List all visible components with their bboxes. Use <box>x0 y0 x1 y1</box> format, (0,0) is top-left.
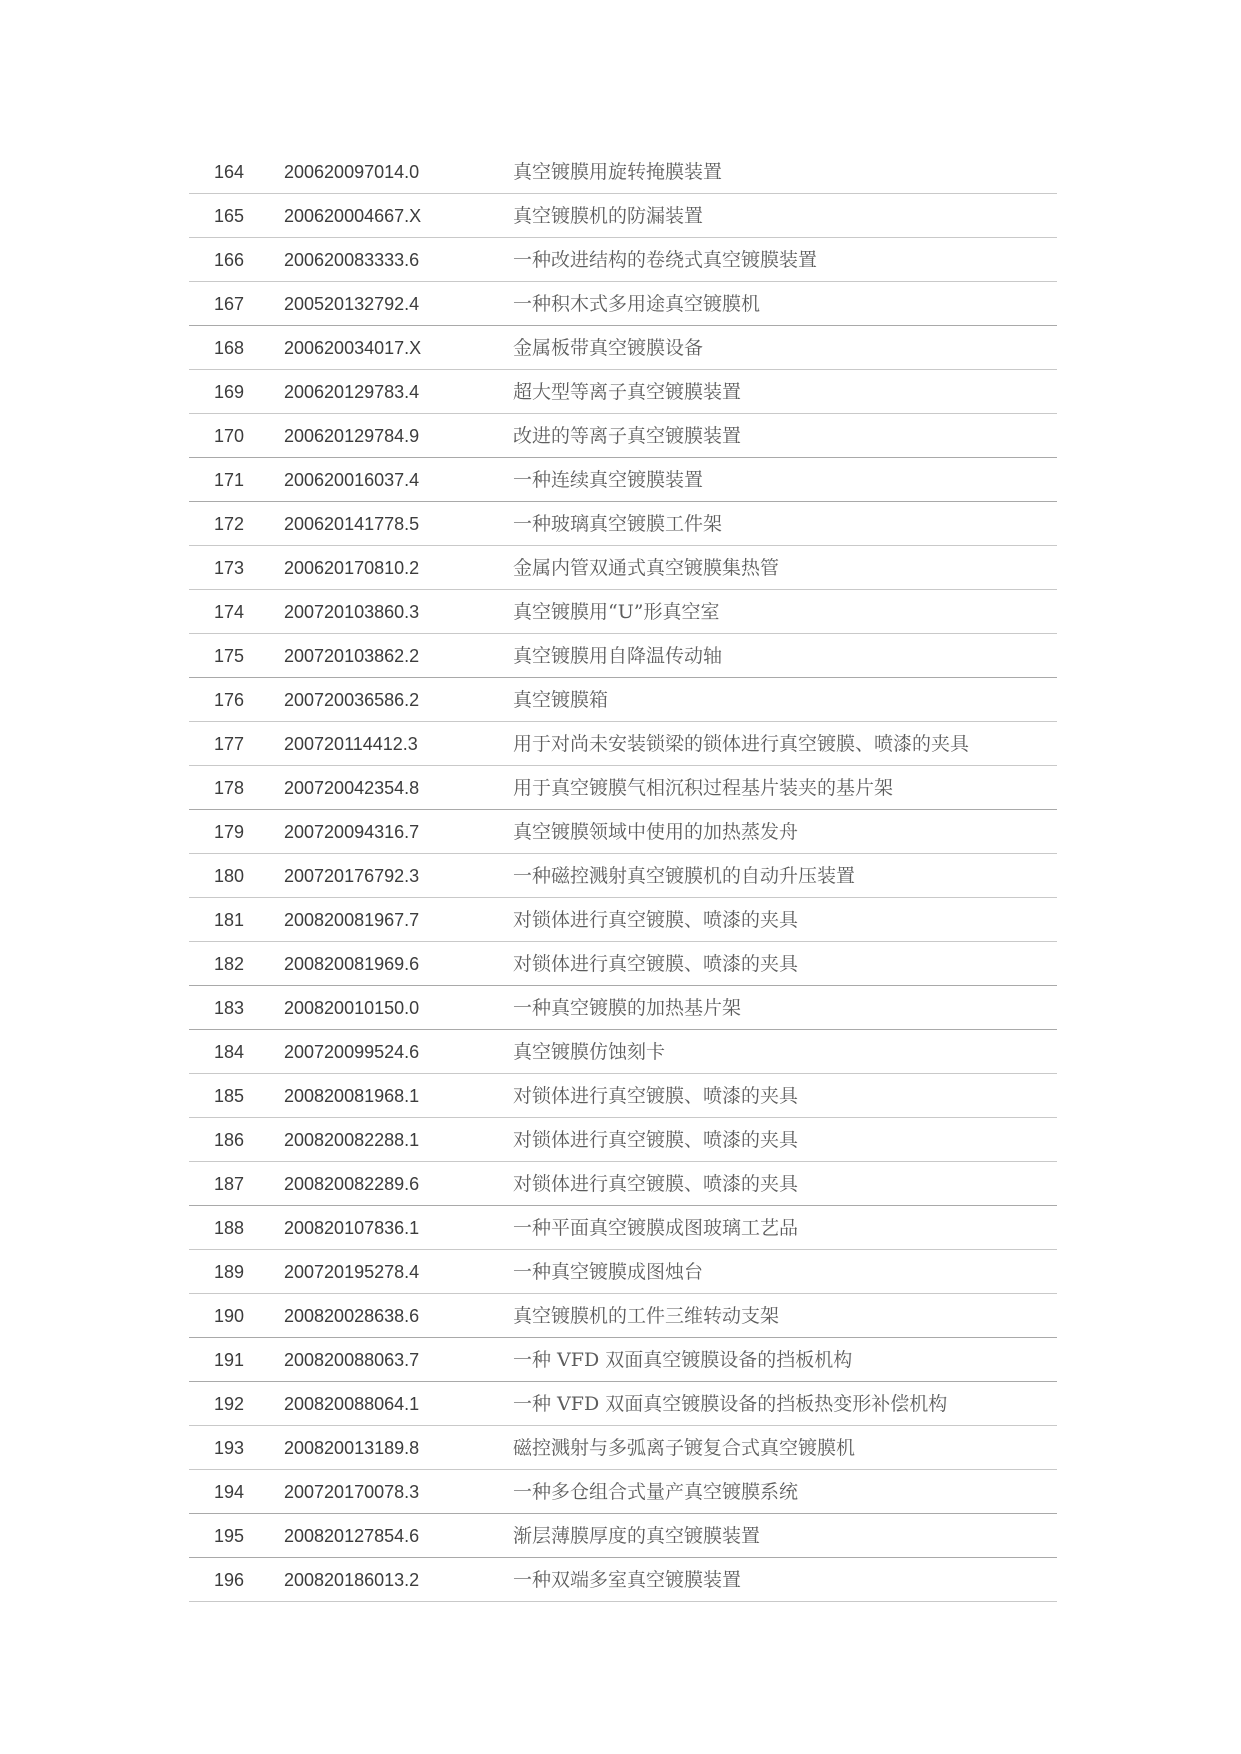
row-number: 166 <box>214 250 245 270</box>
table-row <box>189 238 1057 282</box>
patent-title: 对锁体进行真空镀膜、喷漆的夹具 <box>513 909 799 931</box>
application-number: 200820028638.6 <box>284 1306 420 1326</box>
row-number: 182 <box>214 954 245 974</box>
application-number: 200820013189.8 <box>284 1438 420 1458</box>
row-number: 170 <box>214 426 245 446</box>
row-number: 196 <box>214 1570 245 1590</box>
row-number: 169 <box>214 382 245 402</box>
table-row <box>189 1206 1057 1250</box>
patent-title: 真空镀膜用“U”形真空室 <box>513 601 720 623</box>
patent-title: 真空镀膜机的工件三维转动支架 <box>513 1305 780 1327</box>
application-number: 200720176792.3 <box>284 866 420 886</box>
patent-title: 一种多仓组合式量产真空镀膜系统 <box>513 1481 799 1503</box>
table-row <box>189 1250 1057 1294</box>
table-row <box>189 1118 1057 1162</box>
patent-title: 真空镀膜箱 <box>513 689 609 711</box>
table-row <box>189 898 1057 942</box>
patent-title: 磁控溅射与多弧离子镀复合式真空镀膜机 <box>513 1437 856 1459</box>
application-number: 200820081967.7 <box>284 910 420 930</box>
row-number: 183 <box>214 998 245 1018</box>
application-number: 200720094316.7 <box>284 822 420 842</box>
row-number: 175 <box>214 646 245 666</box>
application-number: 200620083333.6 <box>284 250 420 270</box>
row-number: 187 <box>214 1174 245 1194</box>
row-number: 192 <box>214 1394 245 1414</box>
row-number: 191 <box>214 1350 245 1370</box>
application-number: 200720042354.8 <box>284 778 420 798</box>
table-row <box>189 634 1057 678</box>
patent-title: 用于对尚未安装锁梁的锁体进行真空镀膜、喷漆的夹具 <box>513 733 970 755</box>
row-number: 178 <box>214 778 245 798</box>
row-number: 176 <box>214 690 245 710</box>
table-row <box>189 1382 1057 1426</box>
table-row <box>189 766 1057 810</box>
application-number: 200620097014.0 <box>284 162 420 182</box>
table-row <box>189 326 1057 370</box>
table-row <box>189 1514 1057 1558</box>
application-number: 200820088063.7 <box>284 1350 420 1370</box>
application-number: 200820082288.1 <box>284 1130 420 1150</box>
row-number: 165 <box>214 206 245 226</box>
row-number: 172 <box>214 514 245 534</box>
patent-title: 金属内管双通式真空镀膜集热管 <box>513 557 780 579</box>
row-number: 180 <box>214 866 245 886</box>
table-row <box>189 590 1057 634</box>
patent-title: 渐层薄膜厚度的真空镀膜装置 <box>513 1525 761 1547</box>
table-row <box>189 854 1057 898</box>
patent-title: 一种真空镀膜的加热基片架 <box>513 997 742 1019</box>
patent-title: 真空镀膜机的防漏装置 <box>513 205 704 227</box>
application-number: 200820010150.0 <box>284 998 420 1018</box>
patent-title: 金属板带真空镀膜设备 <box>513 337 704 359</box>
application-number: 200620034017.X <box>284 338 422 358</box>
table-row <box>189 986 1057 1030</box>
patent-title: 一种 VFD 双面真空镀膜设备的挡板机构 <box>513 1349 853 1371</box>
application-number: 200820081969.6 <box>284 954 420 974</box>
patent-table <box>189 150 1057 1602</box>
patent-title: 一种积木式多用途真空镀膜机 <box>513 293 761 315</box>
application-number: 200720195278.4 <box>284 1262 420 1282</box>
table-row <box>189 678 1057 722</box>
application-number: 200620129783.4 <box>284 382 420 402</box>
table-row <box>189 1074 1057 1118</box>
table-row <box>189 722 1057 766</box>
application-number: 200820186013.2 <box>284 1570 420 1590</box>
table-row <box>189 370 1057 414</box>
table-row <box>189 1470 1057 1514</box>
patent-title: 对锁体进行真空镀膜、喷漆的夹具 <box>513 1129 799 1151</box>
row-number: 171 <box>214 470 245 490</box>
patent-title: 一种磁控溅射真空镀膜机的自动升压装置 <box>513 865 856 887</box>
table-row <box>189 942 1057 986</box>
table-row <box>189 1558 1057 1602</box>
row-number: 164 <box>214 162 245 182</box>
table-row <box>189 194 1057 238</box>
row-number: 168 <box>214 338 245 358</box>
patent-title: 一种平面真空镀膜成图玻璃工艺品 <box>513 1217 799 1239</box>
patent-title: 超大型等离子真空镀膜装置 <box>513 381 742 403</box>
table-row <box>189 282 1057 326</box>
patent-title: 真空镀膜用旋转掩膜装置 <box>513 161 723 183</box>
table-row <box>189 1030 1057 1074</box>
row-number: 173 <box>214 558 245 578</box>
row-number: 190 <box>214 1306 245 1326</box>
application-number: 200620141778.5 <box>284 514 420 534</box>
row-number: 177 <box>214 734 245 754</box>
row-number: 179 <box>214 822 245 842</box>
row-number: 174 <box>214 602 245 622</box>
application-number: 200820081968.1 <box>284 1086 420 1106</box>
patent-title: 真空镀膜仿蚀刻卡 <box>513 1041 666 1063</box>
table-row <box>189 150 1057 194</box>
patent-title: 一种玻璃真空镀膜工件架 <box>513 513 723 535</box>
table-row <box>189 546 1057 590</box>
patent-title: 一种双端多室真空镀膜装置 <box>513 1569 742 1591</box>
row-number: 195 <box>214 1526 245 1546</box>
application-number: 200720103860.3 <box>284 602 420 622</box>
application-number: 200820127854.6 <box>284 1526 420 1546</box>
application-number: 200720099524.6 <box>284 1042 420 1062</box>
table-row <box>189 458 1057 502</box>
patent-title: 真空镀膜用自降温传动轴 <box>513 645 723 667</box>
table-row <box>189 414 1057 458</box>
application-number: 200620129784.9 <box>284 426 420 446</box>
row-number: 189 <box>214 1262 245 1282</box>
application-number: 200620016037.4 <box>284 470 420 490</box>
row-number: 167 <box>214 294 245 314</box>
application-number: 200720036586.2 <box>284 690 420 710</box>
patent-title: 一种连续真空镀膜装置 <box>513 469 704 491</box>
patent-title: 用于真空镀膜气相沉积过程基片装夹的基片架 <box>513 777 894 799</box>
row-number: 186 <box>214 1130 245 1150</box>
row-number: 193 <box>214 1438 245 1458</box>
table-row <box>189 810 1057 854</box>
table-row <box>189 1162 1057 1206</box>
patent-title: 一种 VFD 双面真空镀膜设备的挡板热变形补偿机构 <box>513 1393 948 1415</box>
patent-title: 对锁体进行真空镀膜、喷漆的夹具 <box>513 1173 799 1195</box>
row-number: 194 <box>214 1482 245 1502</box>
application-number: 200820088064.1 <box>284 1394 420 1414</box>
application-number: 200720170078.3 <box>284 1482 420 1502</box>
application-number: 200520132792.4 <box>284 294 420 314</box>
application-number: 200720103862.2 <box>284 646 420 666</box>
row-number: 185 <box>214 1086 245 1106</box>
table-row <box>189 502 1057 546</box>
patent-title: 对锁体进行真空镀膜、喷漆的夹具 <box>513 953 799 975</box>
application-number: 200620004667.X <box>284 206 422 226</box>
row-number: 184 <box>214 1042 245 1062</box>
application-number: 200820107836.1 <box>284 1218 420 1238</box>
application-number: 200820082289.6 <box>284 1174 420 1194</box>
row-number: 188 <box>214 1218 245 1238</box>
patent-title: 一种真空镀膜成图烛台 <box>513 1261 704 1283</box>
application-number: 200720114412.3 <box>284 734 418 754</box>
table-row <box>189 1338 1057 1382</box>
patent-title: 对锁体进行真空镀膜、喷漆的夹具 <box>513 1085 799 1107</box>
patent-title: 一种改进结构的卷绕式真空镀膜装置 <box>513 249 818 271</box>
row-number: 181 <box>214 910 245 930</box>
patent-title: 真空镀膜领域中使用的加热蒸发舟 <box>513 821 799 843</box>
patent-title: 改进的等离子真空镀膜装置 <box>513 425 742 447</box>
table-row <box>189 1426 1057 1470</box>
application-number: 200620170810.2 <box>284 558 420 578</box>
table-row <box>189 1294 1057 1338</box>
